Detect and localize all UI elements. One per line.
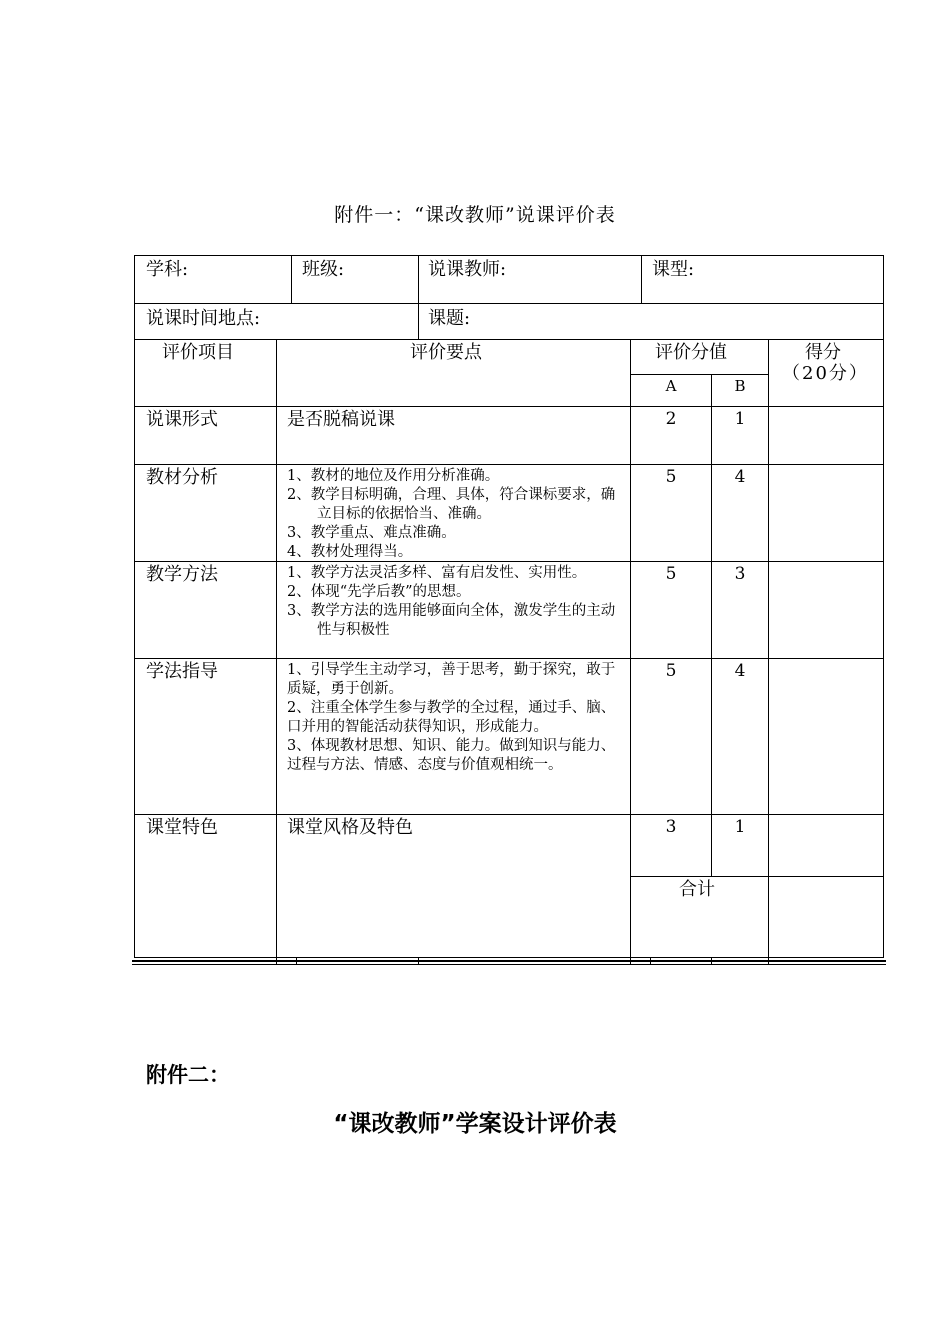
- col-divider: [641, 255, 642, 303]
- row-item: 课堂特色: [146, 817, 218, 838]
- row-divider: [630, 374, 768, 375]
- row-divider: [134, 339, 884, 340]
- table-border-bottom: [132, 964, 886, 965]
- attachment2-label: 附件二：: [146, 1063, 230, 1087]
- attachment2-title: “课改教师”学案设计评价表: [333, 1111, 617, 1137]
- criteria-line: 1、教材的地位及作用分析准确。: [287, 468, 500, 484]
- criteria-line: 2、注重全体学生参与教学的全过程，通过手、脑、口并用的智能活动获得知识，形成能力。: [287, 700, 616, 735]
- criteria-line: 4、教材处理得当。: [287, 544, 413, 560]
- criteria-line: 1、引导学生主动学习，善于思考，勤于探究，敢于质疑，勇于创新。: [287, 662, 616, 697]
- time-place-label: 说课时间地点:: [146, 308, 261, 329]
- row-score-b: 1: [734, 817, 746, 837]
- col-header-earned: 得分: [805, 342, 841, 363]
- row-score-a: 5: [665, 467, 677, 487]
- table-border-bottom: [132, 960, 886, 962]
- criteria-line: 1、教学方法灵活多样、富有启发性、实用性。: [287, 565, 587, 581]
- row-criteria: [287, 467, 625, 562]
- row-score-b: 4: [734, 467, 746, 487]
- row-item: 说课形式: [146, 409, 218, 430]
- col-divider: [291, 255, 292, 303]
- table-border-top: [134, 255, 884, 256]
- row-score-b: 1: [734, 409, 746, 429]
- col-header-b: B: [734, 377, 746, 395]
- table-tick: [418, 957, 419, 965]
- row-divider: [134, 814, 884, 815]
- col-header-a: A: [665, 377, 677, 395]
- row-score-a: 5: [665, 564, 677, 584]
- row-criteria: [287, 661, 625, 775]
- row-criteria: [287, 564, 625, 640]
- table-border-right: [883, 255, 884, 958]
- col-divider: [630, 339, 631, 958]
- criteria-line: 3、教学重点、难点准确。: [287, 525, 456, 541]
- table-border-left: [134, 255, 135, 958]
- col-divider: [711, 374, 712, 876]
- row-score-a: 5: [665, 661, 677, 681]
- criteria-line: 2、体现“先学后教”的思想。: [287, 584, 471, 600]
- col-header-earned-total: （20分）: [782, 363, 869, 384]
- row-criteria: 课堂风格及特色: [287, 817, 413, 838]
- topic-label: 课题:: [428, 308, 471, 329]
- teacher-label: 说课教师:: [428, 259, 507, 280]
- col-divider: [768, 339, 769, 958]
- document-title: 附件一：“课改教师”说课评价表: [334, 204, 616, 226]
- row-score-b: 3: [734, 564, 746, 584]
- col-header-item: 评价项目: [162, 342, 234, 363]
- row-score-a: 3: [665, 817, 677, 837]
- table-border-bottom: [134, 957, 884, 958]
- table-tick: [711, 957, 712, 965]
- row-divider: [134, 658, 884, 659]
- row-item: 教材分析: [146, 467, 218, 488]
- criteria-line: 2、教学目标明确，合理、具体，符合课标要求，确立目标的依据恰当、准确。: [287, 487, 616, 522]
- table-tick: [650, 957, 651, 965]
- col-header-score-value: 评价分值: [655, 342, 727, 363]
- row-divider: [134, 303, 884, 304]
- row-divider: [134, 406, 884, 407]
- col-header-criteria: 评价要点: [410, 342, 482, 363]
- subject-label: 学科:: [146, 259, 189, 280]
- total-label: 合计: [679, 879, 715, 900]
- row-item: 学法指导: [146, 661, 218, 682]
- lesson-type-label: 课型:: [652, 259, 695, 280]
- row-item: 教学方法: [146, 564, 218, 585]
- row-score-a: 2: [665, 409, 677, 429]
- table-tick: [630, 957, 631, 965]
- table-tick: [276, 957, 277, 965]
- table-tick: [768, 957, 769, 965]
- class-label: 班级:: [302, 259, 345, 280]
- col-divider: [418, 255, 419, 339]
- criteria-line: 3、教学方法的选用能够面向全体，激发学生的主动性与积极性: [287, 603, 616, 638]
- row-divider: [630, 876, 884, 877]
- table-tick: [296, 957, 297, 965]
- criteria-line: 3、体现教材思想、知识、能力。做到知识与能力、过程与方法、情感、态度与价值观相统一。: [287, 738, 616, 773]
- col-divider: [276, 339, 277, 958]
- row-criteria: 是否脱稿说课: [287, 409, 395, 430]
- row-score-b: 4: [734, 661, 746, 681]
- row-divider: [134, 464, 884, 465]
